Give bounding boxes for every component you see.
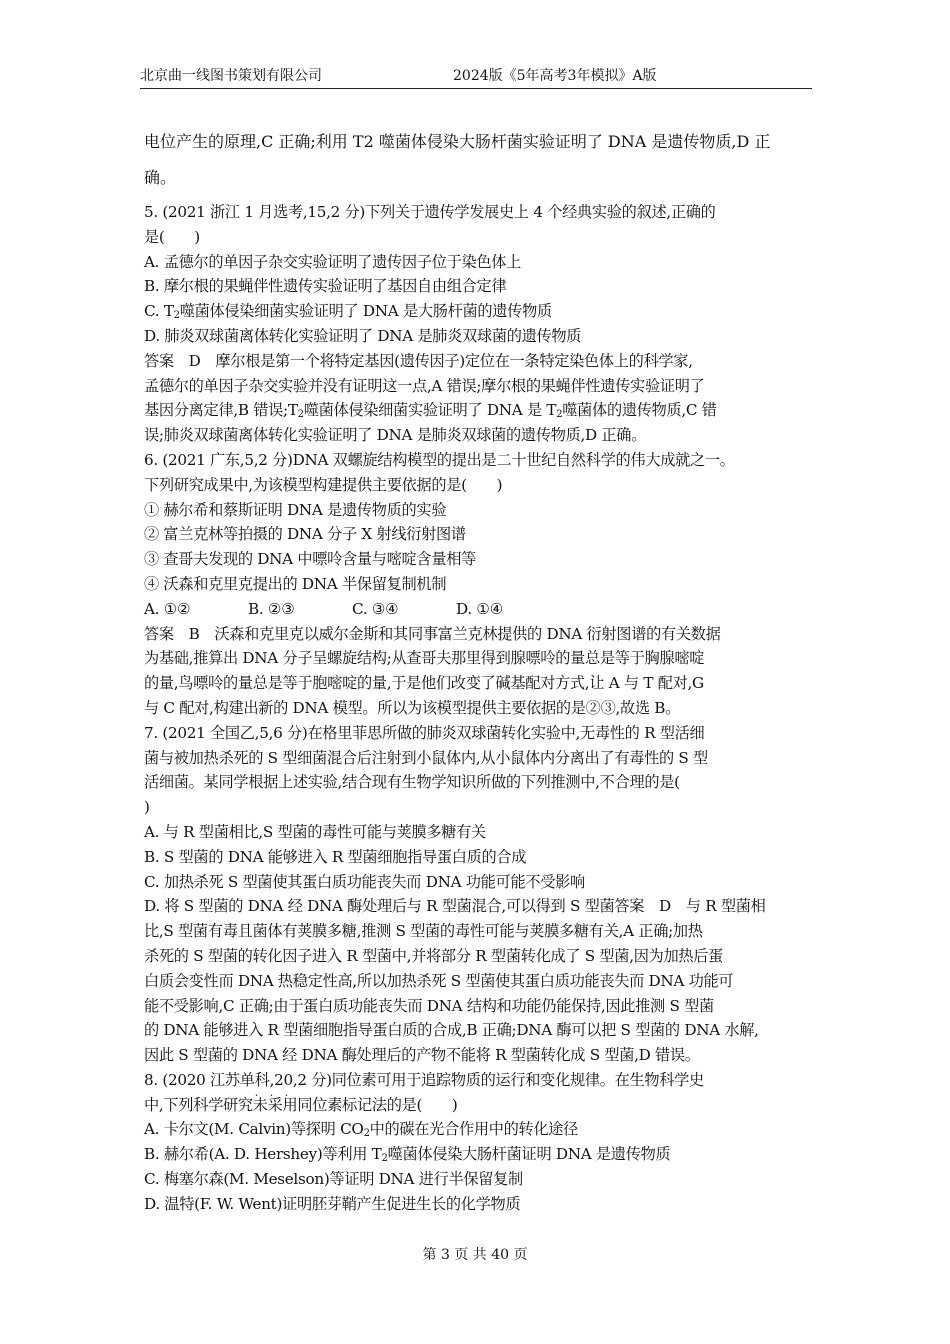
q5-option-d: D. 肺炎双球菌离体转化实验证明了 DNA 是肺炎双球菌的遗传物质 (144, 326, 582, 345)
q7-stem-line: 7. (2021 全国乙,5,6 分)在格里菲思所做的肺炎双球菌转化实验中,无毒性的 R 型活细 (144, 723, 705, 742)
q5-option-b: B. 摩尔根的果蝇伴性遗传实验证明了基因自由组合定律 (144, 277, 507, 296)
publisher-name: 北京曲一线图书策划有限公司 (140, 68, 322, 84)
page-header (140, 66, 812, 89)
intro-line-2: 确。 (144, 168, 177, 187)
q6-answer-line: 与 C 配对,构建出新的 DNA 模型。所以为该模型提供主要依据的是②③,故选 B。 (144, 698, 681, 717)
q5-stem-line: 5. (2021 浙江 1 月选考,15,2 分)下列关于遗传学发展史上 4 个经典实验的叙述,正确的 (144, 203, 716, 221)
subscript: 2 (381, 1153, 388, 1165)
q6-stem-line: 6. (2021 广东,5,2 分)DNA 双螺旋结构模型的提出是二十世纪自然科学的伟大成就之一。 (144, 450, 735, 469)
q7-answer-line: 杀死的 S 型菌的转化因子进入 R 型菌中,并将部分 R 型菌转化成了 S 型菌,因为加热后蛋 (144, 946, 724, 965)
emphasis-dotted-text: 未采用 · · · (253, 1096, 298, 1114)
q7-option-c: C. 加热杀死 S 型菌使其蛋白质功能丧失而 DNA 功能可能不受影响 (144, 872, 585, 891)
q6-answer-line: 为基础,推算出 DNA 分子呈螺旋结构;从查哥夫那里得到腺嘌呤的量总是等于胸腺嘧啶 (144, 649, 705, 668)
q6-answer-line: 答案 B 沃森和克里克以威尔金斯和其同事富兰克林提供的 DNA 衍射图谱的有关数据 (144, 624, 721, 643)
text-run: A. 卡尔文(M. Calvin)等探明 CO (144, 1120, 364, 1139)
q5-option-c (144, 299, 812, 324)
q7-answer-line: 因此 S 型菌的 DNA 经 DNA 酶处理后的产物不能将 R 型菌转化成 S 型菌,D 错误。 (144, 1046, 700, 1065)
question-6 (144, 448, 812, 721)
q6-item-4: ④ 沃森和克里克提出的 DNA 半保留复制机制 (144, 574, 447, 593)
q7-option-b: B. S 型菌的 DNA 能够进入 R 型菌细胞指导蛋白质的合成 (144, 847, 527, 866)
question-8 (144, 1068, 812, 1217)
subscript: 2 (363, 1128, 370, 1140)
q6-item-3: ③ 查哥夫发现的 DNA 中嘌呤含量与嘧啶含量相等 (144, 550, 476, 569)
text-run: 噬菌体侵染大肠杆菌证明 DNA 是遗传物质 (387, 1145, 671, 1164)
book-title: 2024版《5年高考3年模拟》A版 (453, 68, 657, 84)
text-run: 中的碳在光合作用中的转化途径 (369, 1120, 579, 1139)
q5-answer-line (144, 398, 812, 423)
q5-answer-line: 孟德尔的单因子杂交实验并没有证明这一点,A 错误;摩尔根的果蝇伴性遗传实验证明了 (144, 376, 705, 395)
text-run: 噬菌体侵染细菌实验证明了 DNA 是 T (303, 401, 557, 420)
q6-item-2: ② 富兰克林等拍摄的 DNA 分子 X 射线衍射图谱 (144, 525, 466, 544)
q6-option-c: C. ③④ (352, 599, 399, 618)
question-5 (144, 200, 812, 448)
q6-option-b: B. ②③ (248, 599, 295, 618)
question-7 (144, 721, 812, 1068)
q7-stem-line: ) (144, 798, 150, 817)
q8-option-d: D. 温特(F. W. Went)证明胚芽鞘产生促进生长的化学物质 (144, 1194, 521, 1213)
q7-answer-line: 比,S 型菌有毒且菌体有荚膜多糖,推测 S 型菌的毒性可能与荚膜多糖有关,A 正确;加热 (144, 922, 703, 941)
q6-options (144, 597, 812, 622)
q7-stem-line: 菌与被加热杀死的 S 型细菌混合后注射到小鼠体内,从小鼠体内分离出了有毒性的 S 型 (144, 748, 708, 767)
q8-stem-line (144, 1093, 812, 1118)
q7-answer-line: 白质会变性而 DNA 热稳定性高,所以加热杀死 S 型菌使其蛋白质功能丧失而 DNA 功能可 (144, 971, 734, 990)
q7-stem-line: 活细菌。某同学根据上述实验,结合现有生物学知识所做的下列推测中,不合理的是( (144, 773, 680, 792)
subscript: 2 (173, 310, 180, 322)
q5-option-a: A. 孟德尔的单因子杂交实验证明了遗传因子位于染色体上 (144, 252, 522, 271)
q8-option-c: C. 梅塞尔森(M. Meselson)等证明 DNA 进行半保留复制 (144, 1170, 523, 1189)
q6-stem-line: 下列研究成果中,为该模型构建提供主要依据的是( ) (144, 475, 503, 494)
text-run: 中,下列科学研究 (144, 1095, 253, 1114)
text-run: 基因分离定律,B 错误;T (144, 401, 298, 420)
q6-option-d: D. ①④ (456, 599, 504, 618)
q8-option-b (144, 1142, 812, 1167)
text-run: B. 赫尔希(A. D. Hershey)等利用 T (144, 1145, 382, 1164)
text-run: 噬菌体侵染细菌实验证明了 DNA 是大肠杆菌的遗传物质 (179, 302, 552, 321)
intro-line-1: 电位产生的原理,C 正确;利用 T2 噬菌体侵染大肠杆菌实验证明了 DNA 是遗传物质,D 正 (144, 132, 771, 151)
q5-stem-line: 是( ) (144, 227, 200, 246)
subscript: 2 (297, 409, 304, 421)
page-content (144, 124, 812, 1217)
q5-answer-line: 误;肺炎双球菌离体转化实验证明了 DNA 是肺炎双球菌的遗传物质,D 正确。 (144, 426, 647, 445)
q6-option-a: A. ①② (144, 599, 191, 618)
q7-option-d: D. 将 S 型菌的 DNA 经 DNA 酶处理后与 R 型菌混合,可以得到 S 型菌答案 D 与 R 型菌相 (144, 897, 766, 916)
q5-answer-line: 答案 D 摩尔根是第一个将特定基因(遗传因子)定位在一条特定染色体上的科学家, (144, 351, 693, 370)
subscript: 2 (556, 409, 563, 421)
q7-answer-line: 能不受影响,C 正确;由于蛋白质功能丧失而 DNA 结构和功能仍能保持,因此推测 S 型菌 (144, 996, 714, 1015)
q6-answer-line: 的量,鸟嘌呤的量总是等于胞嘧啶的量,于是他们改变了碱基配对方式,让 A 与 T 配对,G (144, 674, 704, 693)
text-run: C. T (144, 302, 174, 321)
page-number: 第 3 页 共 40 页 (422, 1247, 528, 1263)
text-run: 同位素标记法的是( ) (297, 1095, 458, 1114)
q7-answer-line: 的 DNA 能够进入 R 型菌细胞指导蛋白质的合成,B 正确;DNA 酶可以把 S 型菌的 DNA 水解, (144, 1021, 759, 1040)
intro-paragraph (144, 124, 812, 196)
q8-stem-line: 8. (2020 江苏单科,20,2 分)同位素可用于追踪物质的运行和变化规律。在生物科学史 (144, 1070, 704, 1089)
q8-option-a (144, 1117, 812, 1142)
text-run: 噬菌体的遗传物质,C 错 (562, 401, 717, 420)
q7-option-a: A. 与 R 型菌相比,S 型菌的毒性可能与荚膜多糖有关 (144, 822, 486, 841)
q6-item-1: ① 赫尔希和蔡斯证明 DNA 是遗传物质的实验 (144, 500, 447, 519)
